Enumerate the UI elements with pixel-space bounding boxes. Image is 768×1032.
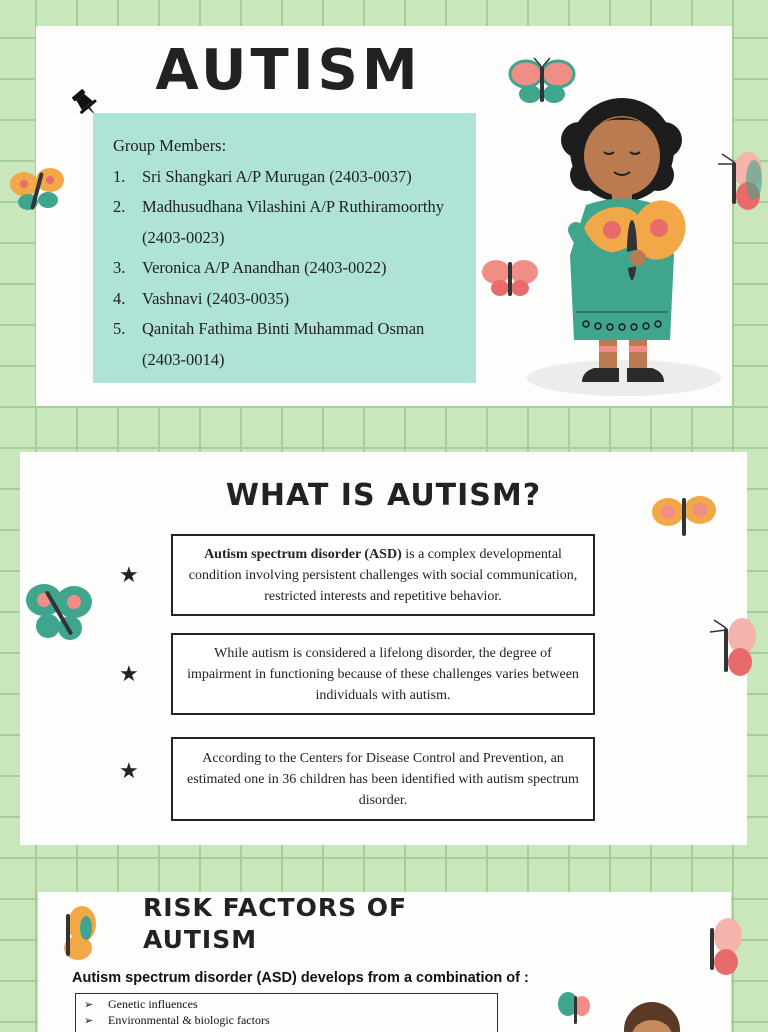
lifelong-box: While autism is considered a lifelong disorder, the degree of impairment in functioning because of these challenges varies between individuals with autism. — [171, 633, 595, 715]
slide-what-is-autism — [20, 452, 747, 845]
girl-hugging-butterfly-illustration — [524, 80, 724, 400]
risk-factors-list — [75, 993, 498, 1032]
arrow-bullet-icon: ➢ — [84, 1015, 94, 1027]
list-item: 3. Veronica A/P Anandhan (2403-0022) — [113, 258, 387, 277]
section-title: RISK FACTORS OF AUTISM — [143, 893, 408, 954]
butterfly-icon — [48, 904, 106, 964]
list-item: ➢ Genetic influences — [84, 997, 198, 1011]
list-item-continuation: (2403-0023) — [142, 227, 225, 247]
butterfly-icon — [22, 576, 96, 648]
butterfly-icon — [556, 990, 596, 1024]
slide-title — [36, 26, 732, 406]
list-item: 4. Vashnavi (2403-0035) — [113, 288, 290, 308]
risk-factors-intro: Autism spectrum disorder (ASD) develops from a combination of : — [72, 970, 529, 986]
butterfly-icon — [480, 254, 540, 300]
child-head-illustration — [620, 996, 684, 1032]
members-list — [113, 162, 456, 376]
butterfly-icon — [704, 614, 762, 682]
star-icon: ★ — [119, 661, 139, 686]
list-item: 2. Madhusudhana Vilashini A/P Ruthiramoorthy — [113, 197, 444, 216]
list-item-continuation: (2403-0014) — [142, 349, 225, 369]
butterfly-icon — [8, 162, 66, 218]
arrow-bullet-icon: ➢ — [84, 999, 94, 1011]
slide-risk-factors — [38, 892, 731, 1032]
asd-term: Autism spectrum disorder (ASD) — [204, 546, 402, 562]
group-members-panel — [93, 113, 476, 383]
members-heading: Group Members: — [113, 136, 227, 155]
butterfly-icon — [508, 56, 576, 108]
butterfly-icon — [650, 490, 718, 542]
page-title: AUTISM — [155, 38, 422, 103]
star-icon: ★ — [119, 758, 139, 783]
cdc-statistic-box: According to the Centers for Disease Control and Prevention, an estimated one in 36 children has been identified with autism spectrum disorder. — [171, 737, 595, 821]
list-item: 5. Qanitah Fathima Binti Muhammad Osman — [113, 319, 425, 338]
list-item: ➢ Environmental & biologic factors — [84, 1013, 270, 1027]
section-title: WHAT IS AUTISM? — [225, 478, 542, 513]
list-item: 1. Sri Shangkari A/P Murugan (2403-0037) — [113, 166, 412, 186]
butterfly-icon — [692, 916, 748, 980]
star-icon: ★ — [119, 562, 139, 587]
butterfly-icon — [714, 150, 768, 216]
definition-box: Autism spectrum disorder (ASD) is a complex developmental condition involving persistent challenges with social communication, restricted interests and repetitive behavior. — [171, 534, 595, 616]
